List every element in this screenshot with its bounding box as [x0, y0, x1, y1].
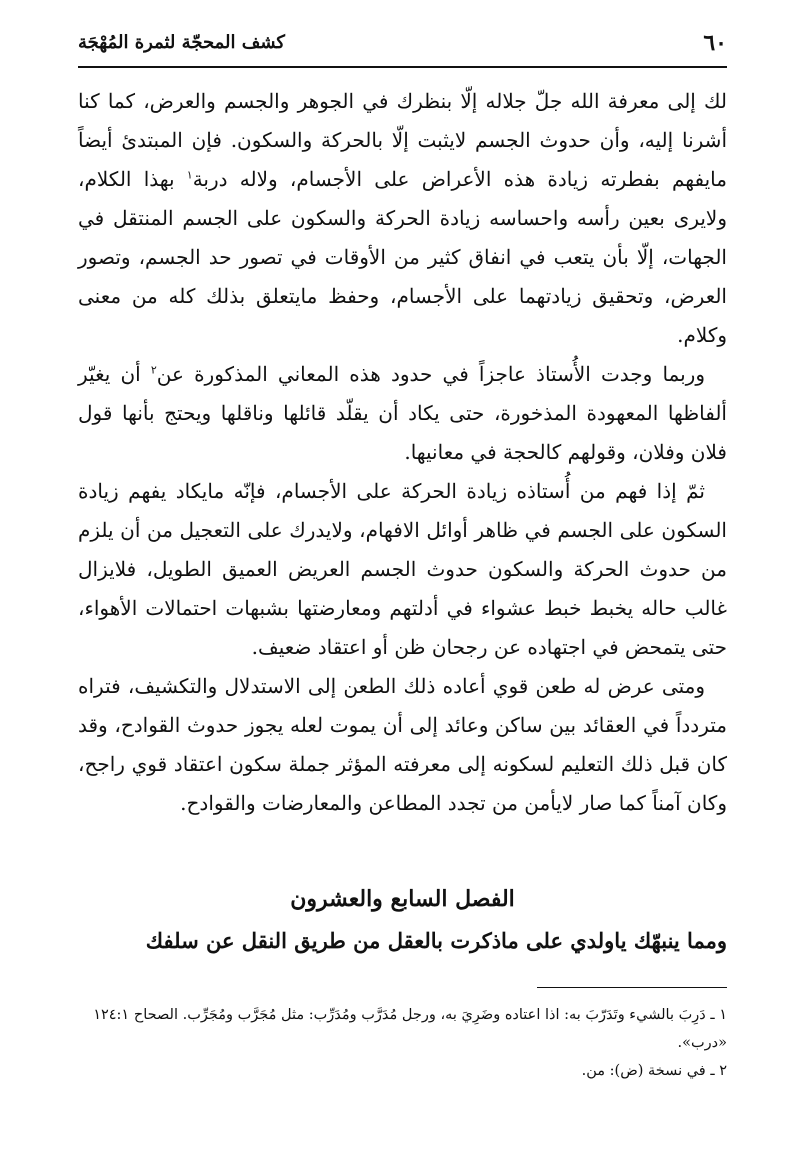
footnotes: [78, 1001, 727, 1085]
footnote-1: ١ ـ دَرِبَ بالشيء وتَدَرّبَ به: اذا اعتاده وضَرِيَ به، ورجل مُدَرَّب ومُدَرِّب: مثل مُجَرَّب ومُجَرِّب. الصحاح ١٢٤:١ «درب».: [93, 1007, 727, 1051]
section-heading: الفصل السابع والعشرون: [290, 886, 515, 912]
paragraph-text: بهذا الكلام، ولايرى بعين رأسه واحساسه زيادة الحركة والسكون على الجسم المنتقل في الجهات، إلّا بأن يتعب في انفاق كثير من الأوقات في تصور حد الجسم، وتصور العرض، وتحقيق زيادتهما على الأجسام، وحفظ مايتعلق بذلك كله من معنى وكلام.: [78, 167, 727, 347]
footnote-divider: [537, 987, 727, 988]
header-divider: [78, 66, 727, 68]
main-text: [78, 82, 727, 823]
page-number: ٦٠: [703, 30, 727, 56]
running-header: [78, 30, 727, 60]
paragraph-text: وربما وجدت الأُستاذ عاجزاً في حدود هذه المعاني المذكورة عن: [156, 362, 705, 386]
paragraph-2: [78, 355, 727, 472]
footnote-2: ٢ ـ في نسخة (ض): من.: [581, 1063, 727, 1079]
paragraph-3: ثمّ إذا فهم من أُستاذه زيادة الحركة على الأجسام، فإنّه مايكاد يفهم زيادة السكون على الجسم في ظاهر أوائل الافهام، ولايدرك على التعجيل من أن يلزم من حدوث الحركة والسكون حدوث الجسم العريض العميق الطويل، فلايزال غالب حاله يخبط خبط عشواء في أدلتهم ومعارضتها بشبهات احتمالات الأهواء، حتى يتمحض في اجتهاده عن رجحان ظن أو اعتقاد ضعيف.: [78, 479, 727, 659]
section-first-line: ومما ينبهّك ياولدي على ماذكرت بالعقل من طريق النقل عن سلفك: [145, 928, 727, 953]
paragraph-4: ومتى عرض له طعن قوي أعاده ذلك الطعن إلى الاستدلال والتكشيف، فتراه متردداً في العقائد بين ساكن وعائد إلى أن يموت لعله يجوز حدوث القوادح، وقد كان قبل ذلك التعليم لسكونه إلى معرفته المؤثر جملة سكون اعتقاد قوي راجح، وكان آمناً كما صار لايأمن من تجدد المطاعن والمعارضات والقوادح.: [78, 674, 727, 815]
paragraph-1: [78, 82, 727, 355]
paragraph-text: لك إلى معرفة الله جلّ جلاله إلّا بنظرك في الجوهر والجسم والعرض، كما كنا أشرنا إليه، وأن حدوث الجسم لايثبت إلّا بالحركة والسكون. فإن المبتدئ أيضاً مايفهم بفطرته زيادة هذه الأعراض على الأجسام، ولاله دربة: [78, 89, 728, 191]
footnote-ref-2: ٢: [150, 363, 157, 377]
paragraph-text: أن يغيّر ألفاظها المعهودة المذخورة، حتى يكاد أن يقلّد قائلها وناقلها ويحتج بأنها قول فلان وفلان، وقولهم كالحجة في معانيها.: [78, 362, 727, 464]
footnote-ref-1: ١: [186, 168, 193, 182]
book-title: كشف المحجّة لثمرة المُهْجَة: [78, 32, 285, 53]
